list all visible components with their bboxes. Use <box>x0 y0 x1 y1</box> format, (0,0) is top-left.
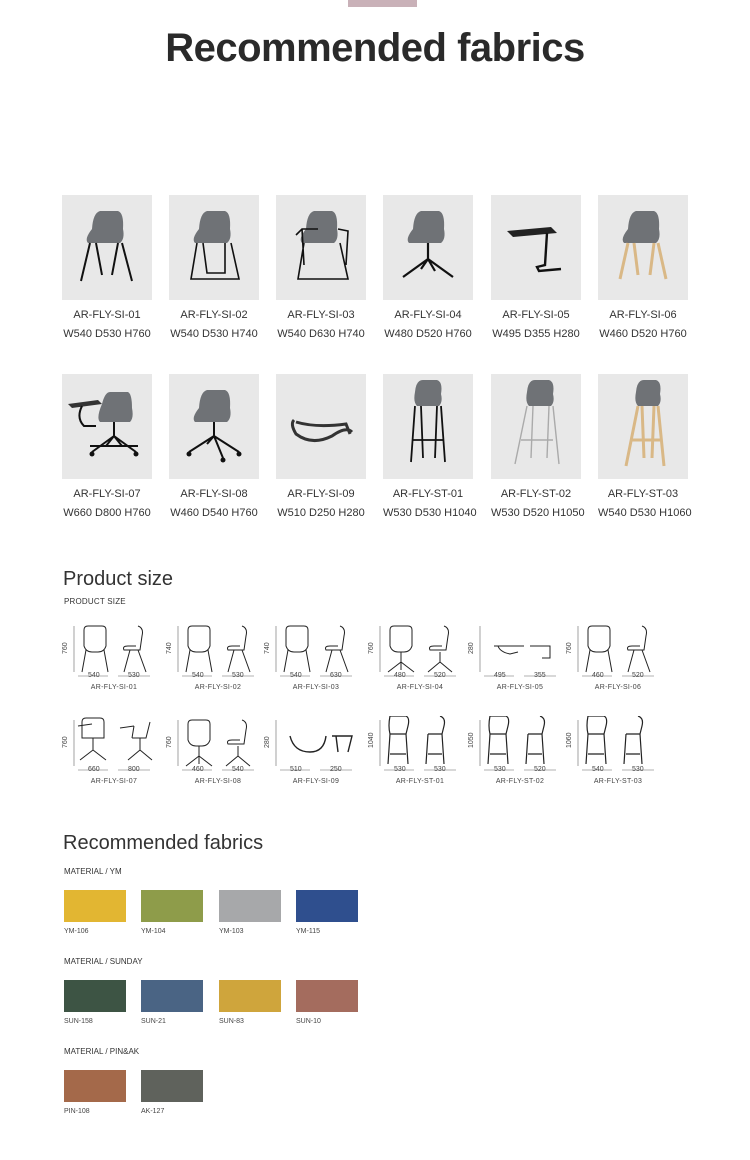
height-label: 1050 <box>468 732 475 748</box>
product-image <box>491 374 581 479</box>
product-dimensions: W540 D530 H1060 <box>598 507 692 519</box>
width-label: 510 <box>290 766 302 773</box>
depth-label: 520 <box>534 766 546 773</box>
product-card <box>169 374 259 519</box>
product-image <box>383 374 473 479</box>
product-card <box>276 195 366 340</box>
fabrics-title: Recommended fabrics <box>63 832 264 854</box>
stool-chrome-icon <box>491 374 581 479</box>
depth-label: 530 <box>232 672 244 679</box>
depth-label: 250 <box>330 766 342 773</box>
product-code: AR-FLY-SI-06 <box>609 309 677 321</box>
width-label: 480 <box>394 672 406 679</box>
height-label: 760 <box>166 736 173 748</box>
fabric-swatch <box>141 890 203 922</box>
product-dimensions: W530 D530 H1040 <box>383 507 477 519</box>
product-image <box>491 195 581 300</box>
product-card <box>383 195 473 340</box>
depth-label: 630 <box>330 672 342 679</box>
size-code: AR-FLY-SI-04 <box>396 684 444 691</box>
fabric-code: YM-104 <box>141 928 166 935</box>
fabric-swatch <box>219 980 281 1012</box>
size-code: AR-FLY-ST-01 <box>395 778 445 785</box>
product-card <box>598 195 688 340</box>
size-code: AR-FLY-ST-02 <box>495 778 545 785</box>
chair-outline-icon <box>168 716 268 776</box>
width-label: 460 <box>192 766 204 773</box>
fabric-code: YM-103 <box>219 928 244 935</box>
depth-label: 530 <box>632 766 644 773</box>
chair-swivel-icon <box>383 195 473 300</box>
fabric-swatch <box>219 890 281 922</box>
height-label: 1060 <box>566 732 573 748</box>
size-code: AR-FLY-SI-07 <box>90 778 138 785</box>
chair-outline-icon <box>266 622 366 682</box>
product-code: AR-FLY-SI-02 <box>180 309 248 321</box>
size-code: AR-FLY-SI-06 <box>594 684 642 691</box>
product-image <box>383 195 473 300</box>
size-diagram <box>370 622 470 694</box>
stool-metal-icon <box>383 374 473 479</box>
size-diagram <box>64 716 164 788</box>
height-label: 760 <box>62 736 69 748</box>
footrest-icon <box>276 374 366 479</box>
product-dimensions: W540 D530 H740 <box>170 328 258 340</box>
fabric-swatch <box>141 980 203 1012</box>
width-label: 530 <box>494 766 506 773</box>
width-label: 495 <box>494 672 506 679</box>
size-code: AR-FLY-ST-03 <box>593 778 643 785</box>
width-label: 530 <box>394 766 406 773</box>
material-group-label: MATERIAL / PIN&AK <box>64 1047 140 1056</box>
product-card <box>491 195 581 340</box>
width-label: 540 <box>88 672 100 679</box>
fabric-code: SUN-158 <box>64 1018 93 1025</box>
size-diagram <box>266 622 366 694</box>
height-label: 740 <box>166 642 173 654</box>
product-size-subtitle: PRODUCT SIZE <box>64 597 126 606</box>
fabric-swatch <box>296 980 358 1012</box>
width-label: 540 <box>290 672 302 679</box>
chair-tablet-icon <box>62 374 152 479</box>
product-dimensions: W480 D520 H760 <box>384 328 472 340</box>
product-card <box>62 195 152 340</box>
product-code: AR-FLY-ST-02 <box>500 488 572 500</box>
chair-outline-icon <box>470 622 570 682</box>
product-card <box>169 195 259 340</box>
chair-outline-icon <box>568 716 668 776</box>
side-table-icon <box>491 195 581 300</box>
fabric-swatch <box>141 1070 203 1102</box>
chair-outline-icon <box>64 622 164 682</box>
product-image <box>62 195 152 300</box>
product-dimensions: W510 D250 H280 <box>277 507 365 519</box>
product-code: AR-FLY-SI-01 <box>73 309 141 321</box>
chair-wood-icon <box>598 195 688 300</box>
chair-outline-icon <box>370 622 470 682</box>
fabric-swatch <box>64 1070 126 1102</box>
product-image <box>276 195 366 300</box>
height-label: 760 <box>566 642 573 654</box>
chair-outline-icon <box>370 716 470 776</box>
size-diagram <box>470 716 570 788</box>
product-dimensions: W495 D355 H280 <box>492 328 580 340</box>
product-code: AR-FLY-SI-03 <box>287 309 355 321</box>
chair-outline-icon <box>568 622 668 682</box>
width-label: 660 <box>88 766 100 773</box>
fabric-swatch <box>296 890 358 922</box>
product-code: AR-FLY-SI-08 <box>180 488 248 500</box>
top-accent-bar <box>348 0 417 7</box>
height-label: 1040 <box>368 732 375 748</box>
chair-sled-arm-icon <box>276 195 366 300</box>
product-dimensions: W530 D520 H1050 <box>491 507 585 519</box>
width-label: 540 <box>192 672 204 679</box>
product-card <box>62 374 152 519</box>
fabric-code: SUN-21 <box>141 1018 166 1025</box>
height-label: 760 <box>368 642 375 654</box>
fabric-code: YM-106 <box>64 928 89 935</box>
chair-sled-icon <box>169 195 259 300</box>
depth-label: 520 <box>434 672 446 679</box>
size-diagram <box>370 716 470 788</box>
chair-outline-icon <box>168 622 268 682</box>
width-label: 540 <box>592 766 604 773</box>
product-card <box>491 374 585 519</box>
product-card <box>276 374 366 519</box>
product-image <box>598 195 688 300</box>
depth-label: 800 <box>128 766 140 773</box>
product-dimensions: W660 D800 H760 <box>63 507 151 519</box>
size-diagram <box>168 622 268 694</box>
size-code: AR-FLY-SI-08 <box>194 778 242 785</box>
depth-label: 355 <box>534 672 546 679</box>
product-code: AR-FLY-SI-05 <box>502 309 570 321</box>
fabric-code: SUN-83 <box>219 1018 244 1025</box>
product-card <box>598 374 692 519</box>
fabric-code: AK-127 <box>141 1108 165 1115</box>
fabric-code: YM-115 <box>296 928 320 935</box>
size-diagram <box>168 716 268 788</box>
size-code: AR-FLY-SI-05 <box>496 684 544 691</box>
product-code: AR-FLY-SI-04 <box>394 309 462 321</box>
product-dimensions: W540 D630 H740 <box>277 328 365 340</box>
chair-caster-icon <box>169 374 259 479</box>
product-image <box>169 195 259 300</box>
fabric-code: SUN-10 <box>296 1018 321 1025</box>
depth-label: 530 <box>128 672 140 679</box>
height-label: 740 <box>264 642 271 654</box>
width-label: 460 <box>592 672 604 679</box>
product-code: AR-FLY-ST-03 <box>607 488 679 500</box>
size-diagram <box>470 622 570 694</box>
size-diagram <box>64 622 164 694</box>
product-image <box>598 374 688 479</box>
stool-wood-icon <box>598 374 688 479</box>
height-label: 760 <box>62 642 69 654</box>
size-code: AR-FLY-SI-03 <box>292 684 340 691</box>
material-group-label: MATERIAL / YM <box>64 867 122 876</box>
height-label: 280 <box>468 642 475 654</box>
size-code: AR-FLY-SI-09 <box>292 778 340 785</box>
product-dimensions: W460 D520 H760 <box>599 328 687 340</box>
size-diagram <box>266 716 366 788</box>
product-dimensions: W460 D540 H760 <box>170 507 258 519</box>
page-title: Recommended fabrics <box>165 26 585 70</box>
product-image <box>169 374 259 479</box>
size-diagram <box>568 622 668 694</box>
product-card <box>383 374 477 519</box>
product-image <box>276 374 366 479</box>
chair-4leg-icon <box>62 195 152 300</box>
size-code: AR-FLY-SI-01 <box>90 684 138 691</box>
chair-outline-icon <box>64 716 164 776</box>
size-code: AR-FLY-SI-02 <box>194 684 242 691</box>
depth-label: 530 <box>434 766 446 773</box>
product-code: AR-FLY-SI-07 <box>73 488 141 500</box>
depth-label: 540 <box>232 766 244 773</box>
product-size-title: Product size <box>63 568 174 590</box>
chair-outline-icon <box>266 716 366 776</box>
fabric-code: PIN-108 <box>64 1108 90 1115</box>
height-label: 280 <box>264 736 271 748</box>
material-group-label: MATERIAL / SUNDAY <box>64 957 143 966</box>
product-image <box>62 374 152 479</box>
depth-label: 520 <box>632 672 644 679</box>
product-dimensions: W540 D530 H760 <box>63 328 151 340</box>
size-diagram <box>568 716 668 788</box>
fabric-swatch <box>64 980 126 1012</box>
product-code: AR-FLY-ST-01 <box>392 488 464 500</box>
fabric-swatch <box>64 890 126 922</box>
product-code: AR-FLY-SI-09 <box>287 488 355 500</box>
chair-outline-icon <box>470 716 570 776</box>
